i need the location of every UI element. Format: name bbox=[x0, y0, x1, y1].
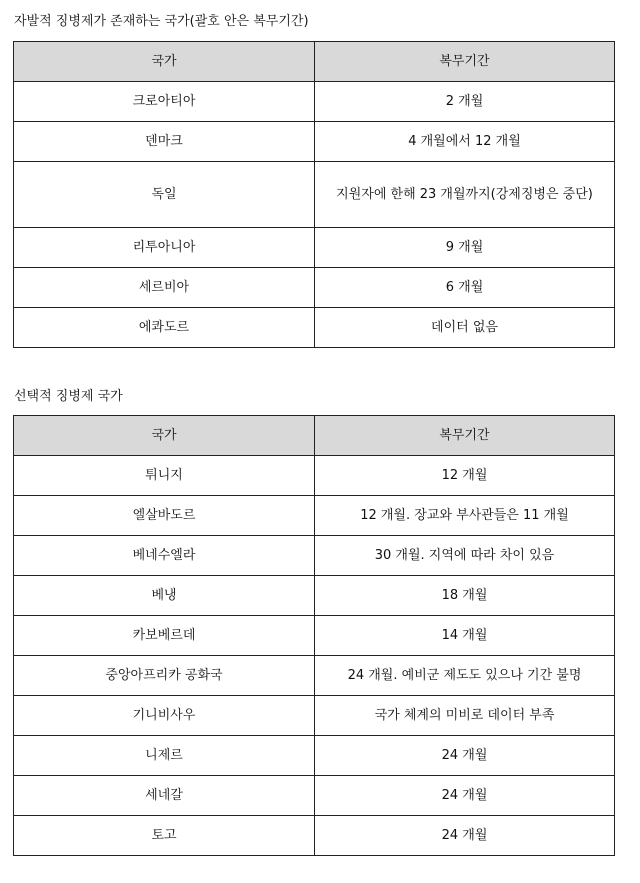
service-period-cell: 6 개월 bbox=[315, 268, 615, 308]
table-header-row bbox=[14, 416, 615, 456]
service-period-cell: 2 개월 bbox=[315, 82, 615, 122]
country-cell: 세르비아 bbox=[14, 268, 315, 308]
column-header-service-period: 복무기간 bbox=[315, 416, 615, 456]
service-period-cell: 국가 체계의 미비로 데이터 부족 bbox=[315, 696, 615, 736]
voluntary-conscription-table bbox=[13, 41, 615, 348]
service-period-cell: 24 개월 bbox=[315, 776, 615, 816]
table-row bbox=[14, 536, 615, 576]
table-row bbox=[14, 82, 615, 122]
service-period-cell: 18 개월 bbox=[315, 576, 615, 616]
table-row bbox=[14, 656, 615, 696]
service-period-cell: 12 개월 bbox=[315, 456, 615, 496]
service-period-cell: 4 개월에서 12 개월 bbox=[315, 122, 615, 162]
country-cell: 카보베르데 bbox=[14, 616, 315, 656]
table-row bbox=[14, 308, 615, 348]
country-cell: 튀니지 bbox=[14, 456, 315, 496]
column-header-service-period: 복무기간 bbox=[315, 42, 615, 82]
country-cell: 리투아니아 bbox=[14, 228, 315, 268]
country-cell: 엘살바도르 bbox=[14, 496, 315, 536]
country-cell: 니제르 bbox=[14, 736, 315, 776]
table-row bbox=[14, 268, 615, 308]
service-period-cell: 24 개월 bbox=[315, 816, 615, 856]
service-period-cell: 24 개월. 예비군 제도도 있으나 기간 불명 bbox=[315, 656, 615, 696]
country-cell: 기니비사우 bbox=[14, 696, 315, 736]
service-period-cell: 14 개월 bbox=[315, 616, 615, 656]
country-cell: 토고 bbox=[14, 816, 315, 856]
table-row bbox=[14, 162, 615, 228]
table-row bbox=[14, 736, 615, 776]
country-cell: 크로아티아 bbox=[14, 82, 315, 122]
table-row bbox=[14, 496, 615, 536]
country-cell: 중앙아프리카 공화국 bbox=[14, 656, 315, 696]
table-row bbox=[14, 456, 615, 496]
selective-conscription-table bbox=[13, 415, 615, 856]
table-row bbox=[14, 576, 615, 616]
section-title-voluntary: 자발적 징병제가 존재하는 국가(괄호 안은 복무기간) bbox=[14, 14, 309, 29]
table-row bbox=[14, 616, 615, 656]
service-period-cell: 30 개월. 지역에 따라 차이 있음 bbox=[315, 536, 615, 576]
service-period-cell: 12 개월. 장교와 부사관들은 11 개월 bbox=[315, 496, 615, 536]
country-cell: 베네수엘라 bbox=[14, 536, 315, 576]
table-row bbox=[14, 696, 615, 736]
section-title-selective: 선택적 징병제 국가 bbox=[14, 389, 123, 404]
column-header-country: 국가 bbox=[14, 42, 315, 82]
service-period-cell: 24 개월 bbox=[315, 736, 615, 776]
country-cell: 세네갈 bbox=[14, 776, 315, 816]
table-row bbox=[14, 776, 615, 816]
country-cell: 독일 bbox=[14, 162, 315, 228]
service-period-cell: 데이터 없음 bbox=[315, 308, 615, 348]
table-row bbox=[14, 816, 615, 856]
country-cell: 에콰도르 bbox=[14, 308, 315, 348]
table-row bbox=[14, 122, 615, 162]
service-period-cell: 지원자에 한해 23 개월까지(강제징병은 중단) bbox=[315, 162, 615, 228]
service-period-cell: 9 개월 bbox=[315, 228, 615, 268]
column-header-country: 국가 bbox=[14, 416, 315, 456]
country-cell: 베냉 bbox=[14, 576, 315, 616]
table-header-row bbox=[14, 42, 615, 82]
table-row bbox=[14, 228, 615, 268]
country-cell: 덴마크 bbox=[14, 122, 315, 162]
